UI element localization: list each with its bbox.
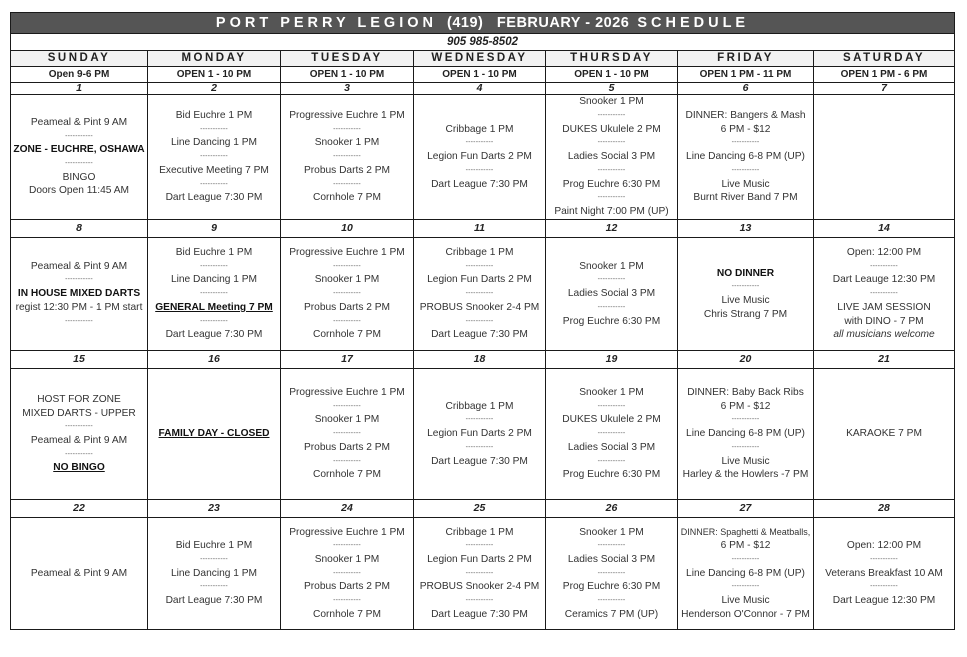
event: Live Music bbox=[721, 295, 770, 306]
phone-row bbox=[11, 34, 955, 51]
event: Cribbage 1 PM bbox=[445, 123, 514, 135]
event: Ladies Social 3 PM bbox=[567, 441, 656, 453]
event: Cornhole 7 PM bbox=[313, 608, 381, 620]
day-cell-25 bbox=[414, 518, 546, 630]
event: Prog Euchre 6:30 PM bbox=[562, 581, 661, 593]
day-cell-27 bbox=[678, 518, 814, 630]
day-cell-26 bbox=[546, 518, 678, 630]
separator: ----------- bbox=[731, 583, 760, 591]
date-number: 7 bbox=[814, 83, 955, 95]
event: Legion Fun Darts 2 PM bbox=[427, 553, 532, 565]
day-cell-6 bbox=[678, 95, 814, 220]
date-number: 4 bbox=[414, 83, 546, 95]
event: PROBUS Snooker 2-4 PM bbox=[419, 301, 540, 313]
separator: ----------- bbox=[333, 262, 361, 270]
event: Snooker 1 PM bbox=[579, 387, 644, 399]
opening-hours-row bbox=[11, 67, 955, 83]
separator: ----------- bbox=[597, 139, 626, 147]
separator: ----------- bbox=[597, 112, 626, 120]
event-detail: with DINO - 7 PM bbox=[844, 315, 924, 327]
separator: ----------- bbox=[333, 457, 361, 465]
event: Snooker 1 PM bbox=[579, 260, 644, 272]
event: Dart League 7:30 PM bbox=[165, 329, 263, 341]
date-number: 2 bbox=[148, 83, 281, 95]
event: Dart League 7:30 PM bbox=[165, 192, 263, 204]
separator: ----------- bbox=[465, 569, 494, 577]
separator: ----------- bbox=[597, 303, 626, 311]
date-number: 21 bbox=[814, 351, 955, 369]
separator: ----------- bbox=[597, 597, 626, 605]
separator: ----------- bbox=[870, 262, 898, 270]
event: Cribbage 1 PM bbox=[445, 400, 514, 412]
event-highlight: ZONE - EUCHRE, OSHAWA bbox=[13, 144, 145, 156]
separator: ----------- bbox=[465, 262, 494, 270]
event: Progressive Euchre 1 PM bbox=[289, 247, 405, 259]
event: Line Dancing 1 PM bbox=[170, 567, 258, 579]
dow-thursday: THURSDAY bbox=[546, 51, 678, 67]
event: Legion Fun Darts 2 PM bbox=[427, 274, 532, 286]
dow-monday: MONDAY bbox=[148, 51, 281, 67]
separator: ----------- bbox=[333, 402, 361, 410]
separator: ----------- bbox=[597, 542, 626, 550]
schedule-calendar bbox=[10, 12, 955, 630]
day-cell-21 bbox=[814, 369, 955, 500]
event: Veterans Breakfast 10 AM bbox=[825, 567, 943, 579]
date-number: 16 bbox=[148, 351, 281, 369]
date-number: 25 bbox=[414, 500, 546, 518]
event-highlight: NO BINGO bbox=[53, 462, 105, 474]
title-month: (419) FEBRUARY - 2026 bbox=[447, 15, 630, 31]
event: Line Dancing 1 PM bbox=[170, 274, 258, 286]
event: Progressive Euchre 1 PM bbox=[289, 110, 405, 122]
separator: ----------- bbox=[333, 542, 361, 550]
date-number: 19 bbox=[546, 351, 678, 369]
event-highlight: IN HOUSE MIXED DARTS bbox=[17, 288, 141, 300]
separator: ----------- bbox=[465, 290, 494, 298]
week-3-dates bbox=[11, 351, 955, 369]
day-cell-23 bbox=[148, 518, 281, 630]
day-cell-20 bbox=[678, 369, 814, 500]
event-detail: Burnt River Band 7 PM bbox=[693, 192, 798, 204]
title-schedule: SCHEDULE bbox=[637, 15, 750, 31]
event: Probus Darts 2 PM bbox=[303, 301, 391, 313]
date-number: 15 bbox=[11, 351, 148, 369]
separator: ----------- bbox=[333, 153, 361, 161]
separator: ----------- bbox=[597, 402, 626, 410]
event: DINNER: Baby Back Ribs bbox=[687, 387, 804, 399]
day-cell-14 bbox=[814, 238, 955, 351]
date-number: 14 bbox=[814, 220, 955, 238]
separator: ----------- bbox=[200, 290, 228, 298]
event: Bid Euchre 1 PM bbox=[175, 540, 253, 552]
separator: ----------- bbox=[200, 262, 228, 270]
separator: ----------- bbox=[65, 450, 93, 458]
event: Prog Euchre 6:30 PM bbox=[562, 315, 661, 327]
event: Peameal & Pint 9 AM bbox=[30, 260, 128, 272]
separator: ----------- bbox=[333, 125, 361, 133]
event-detail: regist 12:30 PM - 1 PM start bbox=[15, 301, 143, 313]
day-cell-11 bbox=[414, 238, 546, 351]
separator: ----------- bbox=[597, 457, 626, 465]
event: Peameal & Pint 9 AM bbox=[30, 435, 128, 446]
hours-friday: OPEN 1 PM - 11 PM bbox=[678, 67, 814, 83]
hours-thursday: OPEN 1 - 10 PM bbox=[546, 67, 678, 83]
event: Ladies Social 3 PM bbox=[567, 553, 656, 565]
page-title bbox=[11, 13, 955, 34]
date-number: 27 bbox=[678, 500, 814, 518]
day-cell-9 bbox=[148, 238, 281, 351]
event: Live Music bbox=[721, 455, 770, 467]
event: Live Music bbox=[721, 178, 770, 190]
separator: ----------- bbox=[200, 125, 228, 133]
week-1-dates bbox=[11, 83, 955, 95]
event: Dart League 7:30 PM bbox=[165, 595, 263, 607]
event: Legion Fun Darts 2 PM bbox=[427, 428, 532, 440]
separator: ----------- bbox=[200, 583, 228, 591]
separator: ----------- bbox=[731, 139, 760, 147]
separator: ----------- bbox=[870, 290, 898, 298]
event: Snooker 1 PM bbox=[579, 526, 644, 538]
event-detail: 6 PM - $12 bbox=[720, 540, 771, 552]
event: Snooker 1 PM bbox=[314, 553, 380, 565]
event-highlight: FAMILY DAY - CLOSED bbox=[158, 428, 270, 440]
day-cell-12 bbox=[546, 238, 678, 351]
week-1-events bbox=[11, 95, 955, 220]
day-cell-7 bbox=[814, 95, 955, 220]
separator: ----------- bbox=[597, 166, 626, 174]
separator: ----------- bbox=[200, 317, 228, 325]
separator: ----------- bbox=[465, 139, 494, 147]
event: LIVE JAM SESSION bbox=[837, 301, 931, 313]
event: Cornhole 7 PM bbox=[313, 469, 381, 481]
day-cell-13 bbox=[678, 238, 814, 351]
event-note: all musicians welcome bbox=[833, 329, 935, 341]
event: Dart Leauge 12:30 PM bbox=[832, 274, 936, 286]
hours-sunday: Open 9-6 PM bbox=[11, 67, 148, 83]
day-cell-18 bbox=[414, 369, 546, 500]
week-3-events bbox=[11, 369, 955, 500]
day-cell-8 bbox=[11, 238, 148, 351]
event: Dart League 7:30 PM bbox=[431, 608, 528, 620]
separator: ----------- bbox=[65, 132, 93, 140]
separator: ----------- bbox=[465, 166, 494, 174]
date-number: 6 bbox=[678, 83, 814, 95]
event-detail: 6 PM - $12 bbox=[720, 123, 771, 135]
event: Peameal & Pint 9 AM bbox=[30, 567, 128, 579]
event: Prog Euchre 6:30 PM bbox=[562, 178, 661, 190]
title-org: PORT PERRY LEGION bbox=[215, 15, 437, 31]
week-2-dates bbox=[11, 220, 955, 238]
event: Open: 12:00 PM bbox=[846, 247, 922, 259]
event: DUKES Ukulele 2 PM bbox=[562, 414, 661, 426]
day-cell-15 bbox=[11, 369, 148, 500]
separator: ----------- bbox=[65, 423, 93, 431]
separator: ----------- bbox=[597, 194, 626, 202]
dow-wednesday: WEDNESDAY bbox=[414, 51, 546, 67]
event: BINGO bbox=[62, 171, 96, 183]
event-detail: Harley & the Howlers -7 PM bbox=[682, 469, 809, 481]
separator: ----------- bbox=[731, 555, 760, 563]
separator: ----------- bbox=[870, 555, 898, 563]
event: Cribbage 1 PM bbox=[445, 526, 514, 538]
date-number: 18 bbox=[414, 351, 546, 369]
separator: ----------- bbox=[731, 416, 760, 424]
event: Probus Darts 2 PM bbox=[303, 441, 391, 453]
day-cell-28 bbox=[814, 518, 955, 630]
separator: ----------- bbox=[333, 569, 361, 577]
separator: ----------- bbox=[200, 555, 228, 563]
day-cell-4 bbox=[414, 95, 546, 220]
event: Snooker 1 PM bbox=[314, 414, 380, 426]
event: Probus Darts 2 PM bbox=[303, 581, 391, 593]
date-number: 8 bbox=[11, 220, 148, 238]
event: Prog Euchre 6:30 PM bbox=[562, 469, 661, 481]
event: HOST FOR ZONE bbox=[37, 393, 121, 405]
event: Paint Night 7:00 PM (UP) bbox=[554, 205, 669, 217]
separator: ----------- bbox=[333, 597, 361, 605]
event: Dart League 7:30 PM bbox=[431, 329, 528, 341]
event-detail: Henderson O'Connor - 7 PM bbox=[681, 608, 810, 620]
separator: ----------- bbox=[465, 317, 494, 325]
separator: ----------- bbox=[465, 597, 494, 605]
event: Progressive Euchre 1 PM bbox=[289, 526, 405, 538]
event: Open: 12:00 PM bbox=[846, 540, 922, 552]
event: DINNER: Spaghetti & Meatballs, bbox=[680, 526, 811, 537]
date-number: 13 bbox=[678, 220, 814, 238]
separator: ----------- bbox=[65, 160, 93, 167]
phone-number: 905 985-8502 bbox=[11, 34, 955, 51]
event: Line Dancing 6-8 PM (UP) bbox=[686, 151, 805, 163]
hours-wednesday: OPEN 1 - 10 PM bbox=[414, 67, 546, 83]
separator: ----------- bbox=[333, 290, 361, 298]
date-number: 24 bbox=[281, 500, 414, 518]
day-cell-3 bbox=[281, 95, 414, 220]
event: Line Dancing 6-8 PM (UP) bbox=[686, 567, 805, 579]
date-number: 5 bbox=[546, 83, 678, 95]
date-number: 26 bbox=[546, 500, 678, 518]
week-4-dates bbox=[11, 500, 955, 518]
event: Snooker 1 PM bbox=[314, 137, 380, 149]
event-detail: 6 PM - $12 bbox=[720, 400, 771, 412]
event: Snooker 1 PM bbox=[314, 274, 380, 286]
separator: ----------- bbox=[465, 416, 494, 424]
day-cell-5 bbox=[546, 95, 678, 220]
event: Legion Fun Darts 2 PM bbox=[427, 151, 532, 163]
event: Cribbage 1 PM bbox=[445, 247, 514, 259]
separator: ----------- bbox=[200, 153, 228, 161]
dow-friday: FRIDAY bbox=[678, 51, 814, 67]
dow-saturday: SATURDAY bbox=[814, 51, 955, 67]
day-cell-16 bbox=[148, 369, 281, 500]
day-cell-1 bbox=[11, 95, 148, 220]
event-highlight: NO DINNER bbox=[716, 267, 775, 279]
event: Bid Euchre 1 PM bbox=[175, 110, 253, 122]
separator: ----------- bbox=[333, 180, 361, 188]
week-2-events bbox=[11, 238, 955, 351]
event: KARAOKE 7 PM bbox=[846, 428, 922, 440]
date-number: 12 bbox=[546, 220, 678, 238]
separator: ----------- bbox=[731, 283, 760, 291]
event: Live Music bbox=[721, 595, 770, 607]
date-number: 9 bbox=[148, 220, 281, 238]
day-cell-10 bbox=[281, 238, 414, 351]
event: Snooker 1 PM bbox=[579, 96, 644, 108]
event: Ladies Social 3 PM bbox=[567, 288, 656, 300]
event: Progressive Euchre 1 PM bbox=[289, 387, 405, 399]
day-cell-2 bbox=[148, 95, 281, 220]
date-number: 23 bbox=[148, 500, 281, 518]
day-cell-24 bbox=[281, 518, 414, 630]
date-number: 1 bbox=[11, 83, 148, 95]
event-detail: Doors Open 11:45 AM bbox=[28, 185, 130, 197]
event: DUKES Ukulele 2 PM bbox=[562, 123, 661, 135]
date-number: 11 bbox=[414, 220, 546, 238]
separator: ----------- bbox=[65, 317, 93, 325]
title-bar bbox=[11, 13, 955, 34]
separator: ----------- bbox=[200, 180, 228, 188]
date-number: 22 bbox=[11, 500, 148, 518]
event: DINNER: Bangers & Mash bbox=[685, 110, 806, 122]
dow-tuesday: TUESDAY bbox=[281, 51, 414, 67]
event: Ladies Social 3 PM bbox=[567, 151, 656, 163]
separator: ----------- bbox=[870, 583, 898, 591]
separator: ----------- bbox=[65, 276, 93, 284]
date-number: 10 bbox=[281, 220, 414, 238]
separator: ----------- bbox=[731, 443, 760, 451]
day-cell-17 bbox=[281, 369, 414, 500]
separator: ----------- bbox=[597, 569, 626, 577]
separator: ----------- bbox=[333, 430, 361, 438]
event: Peameal & Pint 9 AM bbox=[30, 116, 128, 128]
separator: ----------- bbox=[465, 542, 494, 550]
week-4-events bbox=[11, 518, 955, 630]
event: Cornhole 7 PM bbox=[313, 329, 381, 341]
date-number: 20 bbox=[678, 351, 814, 369]
event: Cornhole 7 PM bbox=[313, 192, 381, 204]
event: Ceramics 7 PM (UP) bbox=[564, 608, 659, 620]
event: Dart League 12:30 PM bbox=[832, 595, 936, 607]
day-of-week-header bbox=[11, 51, 955, 67]
event: Executive Meeting 7 PM bbox=[159, 164, 269, 176]
day-cell-22 bbox=[11, 518, 148, 630]
event: PROBUS Snooker 2-4 PM bbox=[419, 581, 540, 593]
separator: ----------- bbox=[597, 430, 626, 438]
date-number: 3 bbox=[281, 83, 414, 95]
hours-tuesday: OPEN 1 - 10 PM bbox=[281, 67, 414, 83]
event: Dart League 7:30 PM bbox=[431, 455, 528, 467]
separator: ----------- bbox=[465, 443, 494, 451]
date-number: 17 bbox=[281, 351, 414, 369]
hours-monday: OPEN 1 - 10 PM bbox=[148, 67, 281, 83]
event-highlight: GENERAL Meeting 7 PM bbox=[155, 301, 273, 313]
separator: ----------- bbox=[597, 276, 626, 284]
separator: ----------- bbox=[731, 166, 760, 174]
event: Dart League 7:30 PM bbox=[431, 178, 528, 190]
event-detail: Chris Strang 7 PM bbox=[703, 308, 788, 320]
date-number: 28 bbox=[814, 500, 955, 518]
event: Bid Euchre 1 PM bbox=[175, 247, 253, 259]
hours-saturday: OPEN 1 PM - 6 PM bbox=[814, 67, 955, 83]
separator: ----------- bbox=[333, 317, 361, 325]
event: Probus Darts 2 PM bbox=[303, 164, 391, 176]
event: Line Dancing 6-8 PM (UP) bbox=[686, 428, 805, 440]
dow-sunday: SUNDAY bbox=[11, 51, 148, 67]
event: Line Dancing 1 PM bbox=[170, 137, 258, 149]
day-cell-19 bbox=[546, 369, 678, 500]
event-detail: MIXED DARTS - UPPER bbox=[22, 407, 136, 419]
